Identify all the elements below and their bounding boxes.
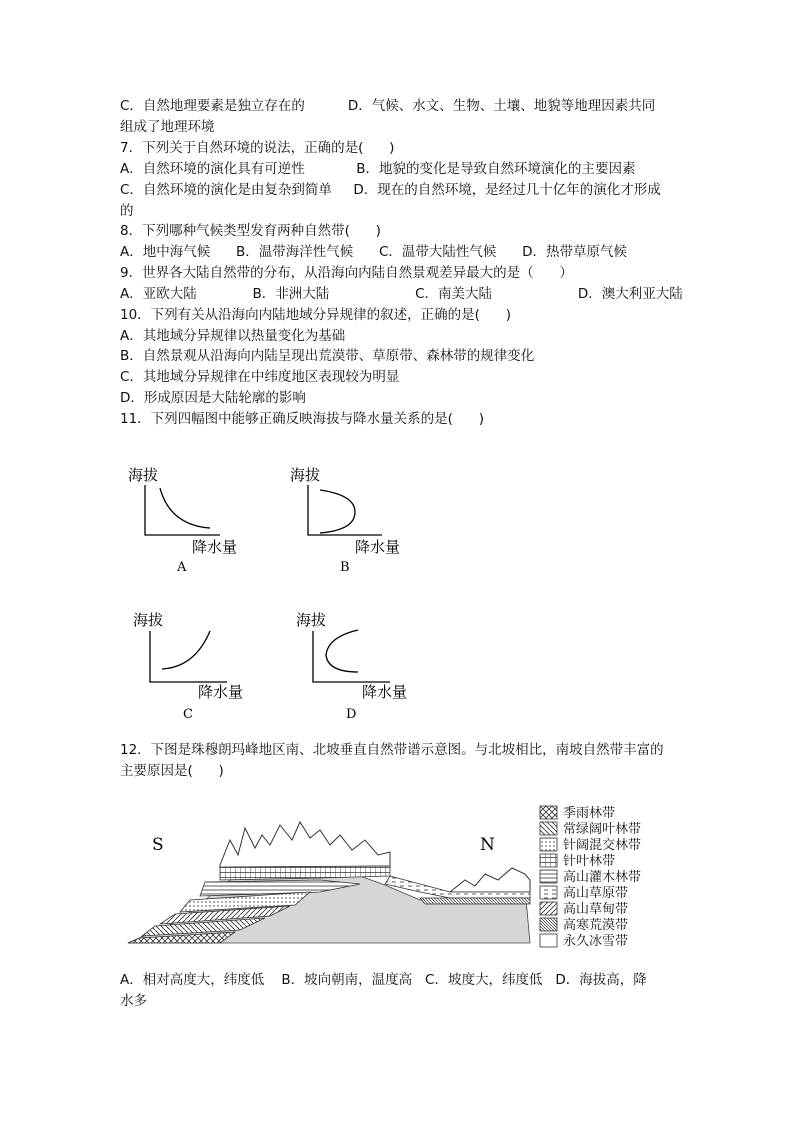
q12-options: A．相对高度大，纬度低 B．坡向朝南，温度高 C．坡度大，纬度低 D．海拔高，降 bbox=[120, 972, 647, 988]
q7-stem: 7．下列关于自然环境的说法，正确的是( ) bbox=[120, 140, 395, 156]
q7-option-d-cont: 的 bbox=[120, 203, 134, 219]
q12-stem-cont: 主要原因是( ) bbox=[120, 763, 224, 779]
legend-swatch-3 bbox=[540, 838, 557, 851]
everest-zonation-diagram bbox=[120, 800, 680, 955]
q10-option-c: C．其地域分异规律在中纬度地区表现较为明显 bbox=[120, 369, 400, 385]
graph-b-xlabel: 降水量 bbox=[355, 538, 401, 556]
q10-option-b: B．自然景观从沿海向内陆呈现出荒漠带、草原带、森林带的规律变化 bbox=[120, 348, 535, 364]
legend-label-1: 季雨林带 bbox=[563, 806, 616, 821]
graph-a-curve bbox=[160, 488, 210, 528]
graph-b-curve bbox=[320, 490, 355, 533]
legend-swatch-5 bbox=[540, 870, 557, 883]
label-north: N bbox=[480, 835, 495, 855]
graph-d-curve bbox=[326, 630, 358, 672]
q10-option-d: D．形成原因是大陆轮廓的影响 bbox=[120, 390, 306, 406]
legend-label-8: 高寒荒漠带 bbox=[563, 918, 629, 933]
graph-d-ylabel: 海拔 bbox=[296, 611, 327, 629]
legend-label-3: 针阔混交林带 bbox=[563, 838, 642, 853]
graph-d-label: D bbox=[346, 707, 357, 722]
snow-peaks bbox=[220, 822, 390, 868]
q10-stem: 10．下列有关从沿海向内陆地域分异规律的叙述，正确的是( ) bbox=[120, 307, 511, 323]
legend-swatch-1 bbox=[540, 806, 557, 819]
legend bbox=[540, 805, 641, 949]
legend-swatch-8 bbox=[540, 918, 557, 931]
graph-a-ylabel: 海拔 bbox=[128, 466, 159, 484]
graph-b-label: B bbox=[340, 560, 350, 575]
q10-option-a: A．其地域分异规律以热量变化为基础 bbox=[120, 328, 346, 344]
graph-a-label: A bbox=[177, 560, 187, 575]
legend-swatch-9 bbox=[540, 934, 557, 947]
legend-label-5: 高山灌木林带 bbox=[563, 870, 642, 885]
graph-d-axes bbox=[313, 631, 390, 682]
graph-c-axes bbox=[150, 631, 227, 682]
legend-label-2: 常绿阔叶林带 bbox=[563, 822, 642, 837]
graph-a-xlabel: 降水量 bbox=[192, 538, 238, 556]
graph-b-ylabel: 海拔 bbox=[290, 466, 321, 484]
q9-options: A．亚欧大陆 B．非洲大陆 C．南美大陆 D．澳大利亚大陆 bbox=[120, 286, 683, 302]
graph-c-curve bbox=[162, 631, 210, 669]
north-band-desert bbox=[420, 898, 530, 904]
q6-option-d-cont: 组成了地理环境 bbox=[120, 119, 215, 135]
legend-swatch-2 bbox=[540, 822, 557, 835]
graph-c-ylabel: 海拔 bbox=[133, 611, 164, 629]
q7-options-ab: A．自然环境的演化具有可逆性 B．地貌的变化是导致自然环境演化的主要因素 bbox=[120, 161, 636, 177]
q8-stem: 8．下列哪种气候类型发育两种自然带( ) bbox=[120, 223, 381, 239]
legend-swatch-7 bbox=[540, 902, 557, 915]
q6-option-c-d: C．自然地理要素是独立存在的 D．气候、水文、生物、土壤、地貌等地理因素共同 bbox=[120, 98, 656, 114]
graph-c-xlabel: 降水量 bbox=[198, 683, 244, 701]
q12-stem: 12．下图是珠穆朗玛峰地区南、北坡垂直自然带谱示意图。与北坡相比，南坡自然带丰富的 bbox=[120, 742, 664, 758]
q11-stem: 11．下列四幅图中能够正确反映海拔与降水量关系的是( ) bbox=[120, 411, 484, 427]
legend-label-6: 高山草原带 bbox=[563, 886, 629, 901]
graph-c-label: C bbox=[183, 707, 193, 722]
graph-d-xlabel: 降水量 bbox=[362, 683, 408, 701]
q11-graphs bbox=[110, 455, 430, 730]
north-hills bbox=[450, 868, 530, 892]
legend-label-9: 永久冰雪带 bbox=[563, 934, 629, 949]
q9-stem: 9．世界各大陆自然带的分布，从沿海向内陆自然景观差异最大的是（ ） bbox=[120, 265, 573, 281]
legend-swatch-4 bbox=[540, 854, 557, 867]
label-south: S bbox=[152, 835, 164, 855]
q12-options-cont: 水多 bbox=[120, 993, 147, 1009]
q7-options-cd: C．自然环境的演化是由复杂到简单 D．现在的自然环境，是经过几十亿年的演化才形成 bbox=[120, 182, 661, 198]
legend-swatch-6 bbox=[540, 886, 557, 899]
q8-options: A．地中海气候 B．温带海洋性气候 C．温带大陆性气候 D．热带草原气候 bbox=[120, 244, 628, 260]
legend-label-7: 高山草甸带 bbox=[563, 902, 629, 917]
legend-label-4: 针叶林带 bbox=[563, 854, 616, 869]
